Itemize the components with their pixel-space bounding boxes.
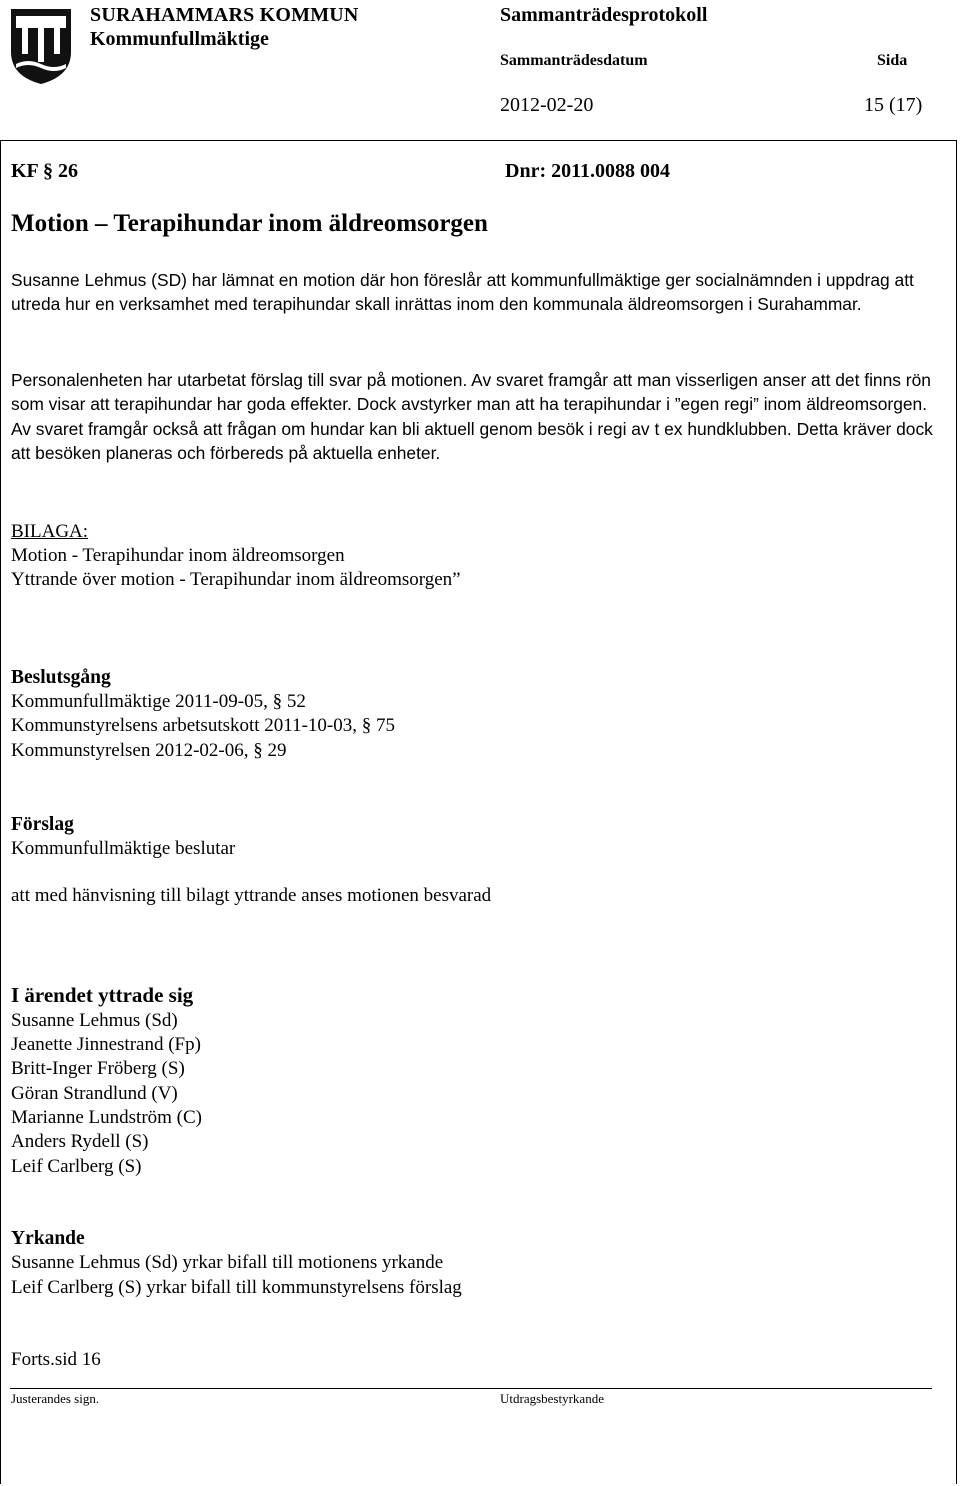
motion-item: Leif Carlberg (S) yrkar bifall till kommunstyrelsens förslag bbox=[11, 1277, 462, 1298]
proposal-line: Kommunfullmäktige beslutar bbox=[11, 838, 236, 859]
decision-process-heading: Beslutsgång bbox=[11, 667, 111, 688]
attachments-label: BILAGA: bbox=[11, 521, 89, 542]
motion-heading: Yrkande bbox=[11, 1228, 85, 1249]
speaker-item: Britt-Inger Fröberg (S) bbox=[11, 1058, 185, 1079]
case-title: Motion – Terapihundar inom äldreomsorgen bbox=[11, 210, 488, 237]
speaker-item: Jeanette Jinnestrand (Fp) bbox=[11, 1034, 201, 1055]
proposal-heading: Förslag bbox=[11, 814, 74, 835]
speaker-item: Anders Rydell (S) bbox=[11, 1131, 149, 1152]
continuation-note: Forts.sid 16 bbox=[11, 1349, 101, 1370]
page-number: 15 (17) bbox=[864, 94, 923, 116]
organization-name: SURAHAMMARS KOMMUN bbox=[90, 4, 359, 26]
decision-process-item: Kommunstyrelsen 2012-02-06, § 29 bbox=[11, 740, 287, 761]
case-number: Dnr: 2011.0088 004 bbox=[505, 160, 670, 182]
attachment-item: Yttrande över motion - Terapihundar inom äldreomsorgen” bbox=[11, 569, 461, 590]
body-name: Kommunfullmäktige bbox=[90, 28, 269, 50]
footer-divider bbox=[10, 1388, 932, 1389]
decision-process-item: Kommunfullmäktige 2011-09-05, § 52 bbox=[11, 691, 306, 712]
footer-certification-label: Utdragsbestyrkande bbox=[500, 1391, 604, 1406]
meeting-date: 2012-02-20 bbox=[500, 94, 594, 116]
speakers-heading: I ärendet yttrade sig bbox=[11, 983, 194, 1007]
proposal-line: att med hänvisning till bilagt yttrande anses motionen besvarad bbox=[11, 885, 492, 906]
motion-item: Susanne Lehmus (Sd) yrkar bifall till motionens yrkande bbox=[11, 1252, 444, 1273]
document-type: Sammanträdesprotokoll bbox=[500, 4, 708, 26]
meeting-date-label: Sammanträdesdatum bbox=[500, 52, 648, 69]
section-number: KF § 26 bbox=[11, 160, 79, 182]
speaker-item: Göran Strandlund (V) bbox=[11, 1083, 178, 1104]
staff-response-paragraph: Personalenheten har utarbetat förslag till svar på motionen. Av svaret framgår att man visserligen anser att det finns rön som visar att terapihundar har goda effekter. Dock avstyrker man att ha terapihundar i ”egen regi” inom äldreomsorgen. Av svaret framgår också att frågan om hundar kan bli aktuell genom besök i regi av t ex hundklubben. Detta kräver dock att besöken planeras och förbereds på aktuella enheter. bbox=[11, 370, 933, 464]
decision-process-item: Kommunstyrelsens arbetsutskott 2011-10-03, § 75 bbox=[11, 715, 396, 736]
municipal-coat-of-arms-logo bbox=[8, 6, 74, 86]
attachment-item: Motion - Terapihundar inom äldreomsorgen bbox=[11, 545, 345, 566]
case-description-paragraph: Susanne Lehmus (SD) har lämnat en motion där hon föreslår att kommunfullmäktige ger socialnämnden i uppdrag att utreda hur en verksamhet med terapihundar skall inrättas inom den kommunala äldreomsorgen i Surahammar. bbox=[11, 270, 914, 315]
page-label: Sida bbox=[877, 52, 908, 69]
speaker-item: Leif Carlberg (S) bbox=[11, 1156, 142, 1177]
speaker-item: Marianne Lundström (C) bbox=[11, 1107, 203, 1128]
speaker-item: Susanne Lehmus (Sd) bbox=[11, 1010, 178, 1031]
footer-signature-label: Justerandes sign. bbox=[11, 1391, 100, 1406]
